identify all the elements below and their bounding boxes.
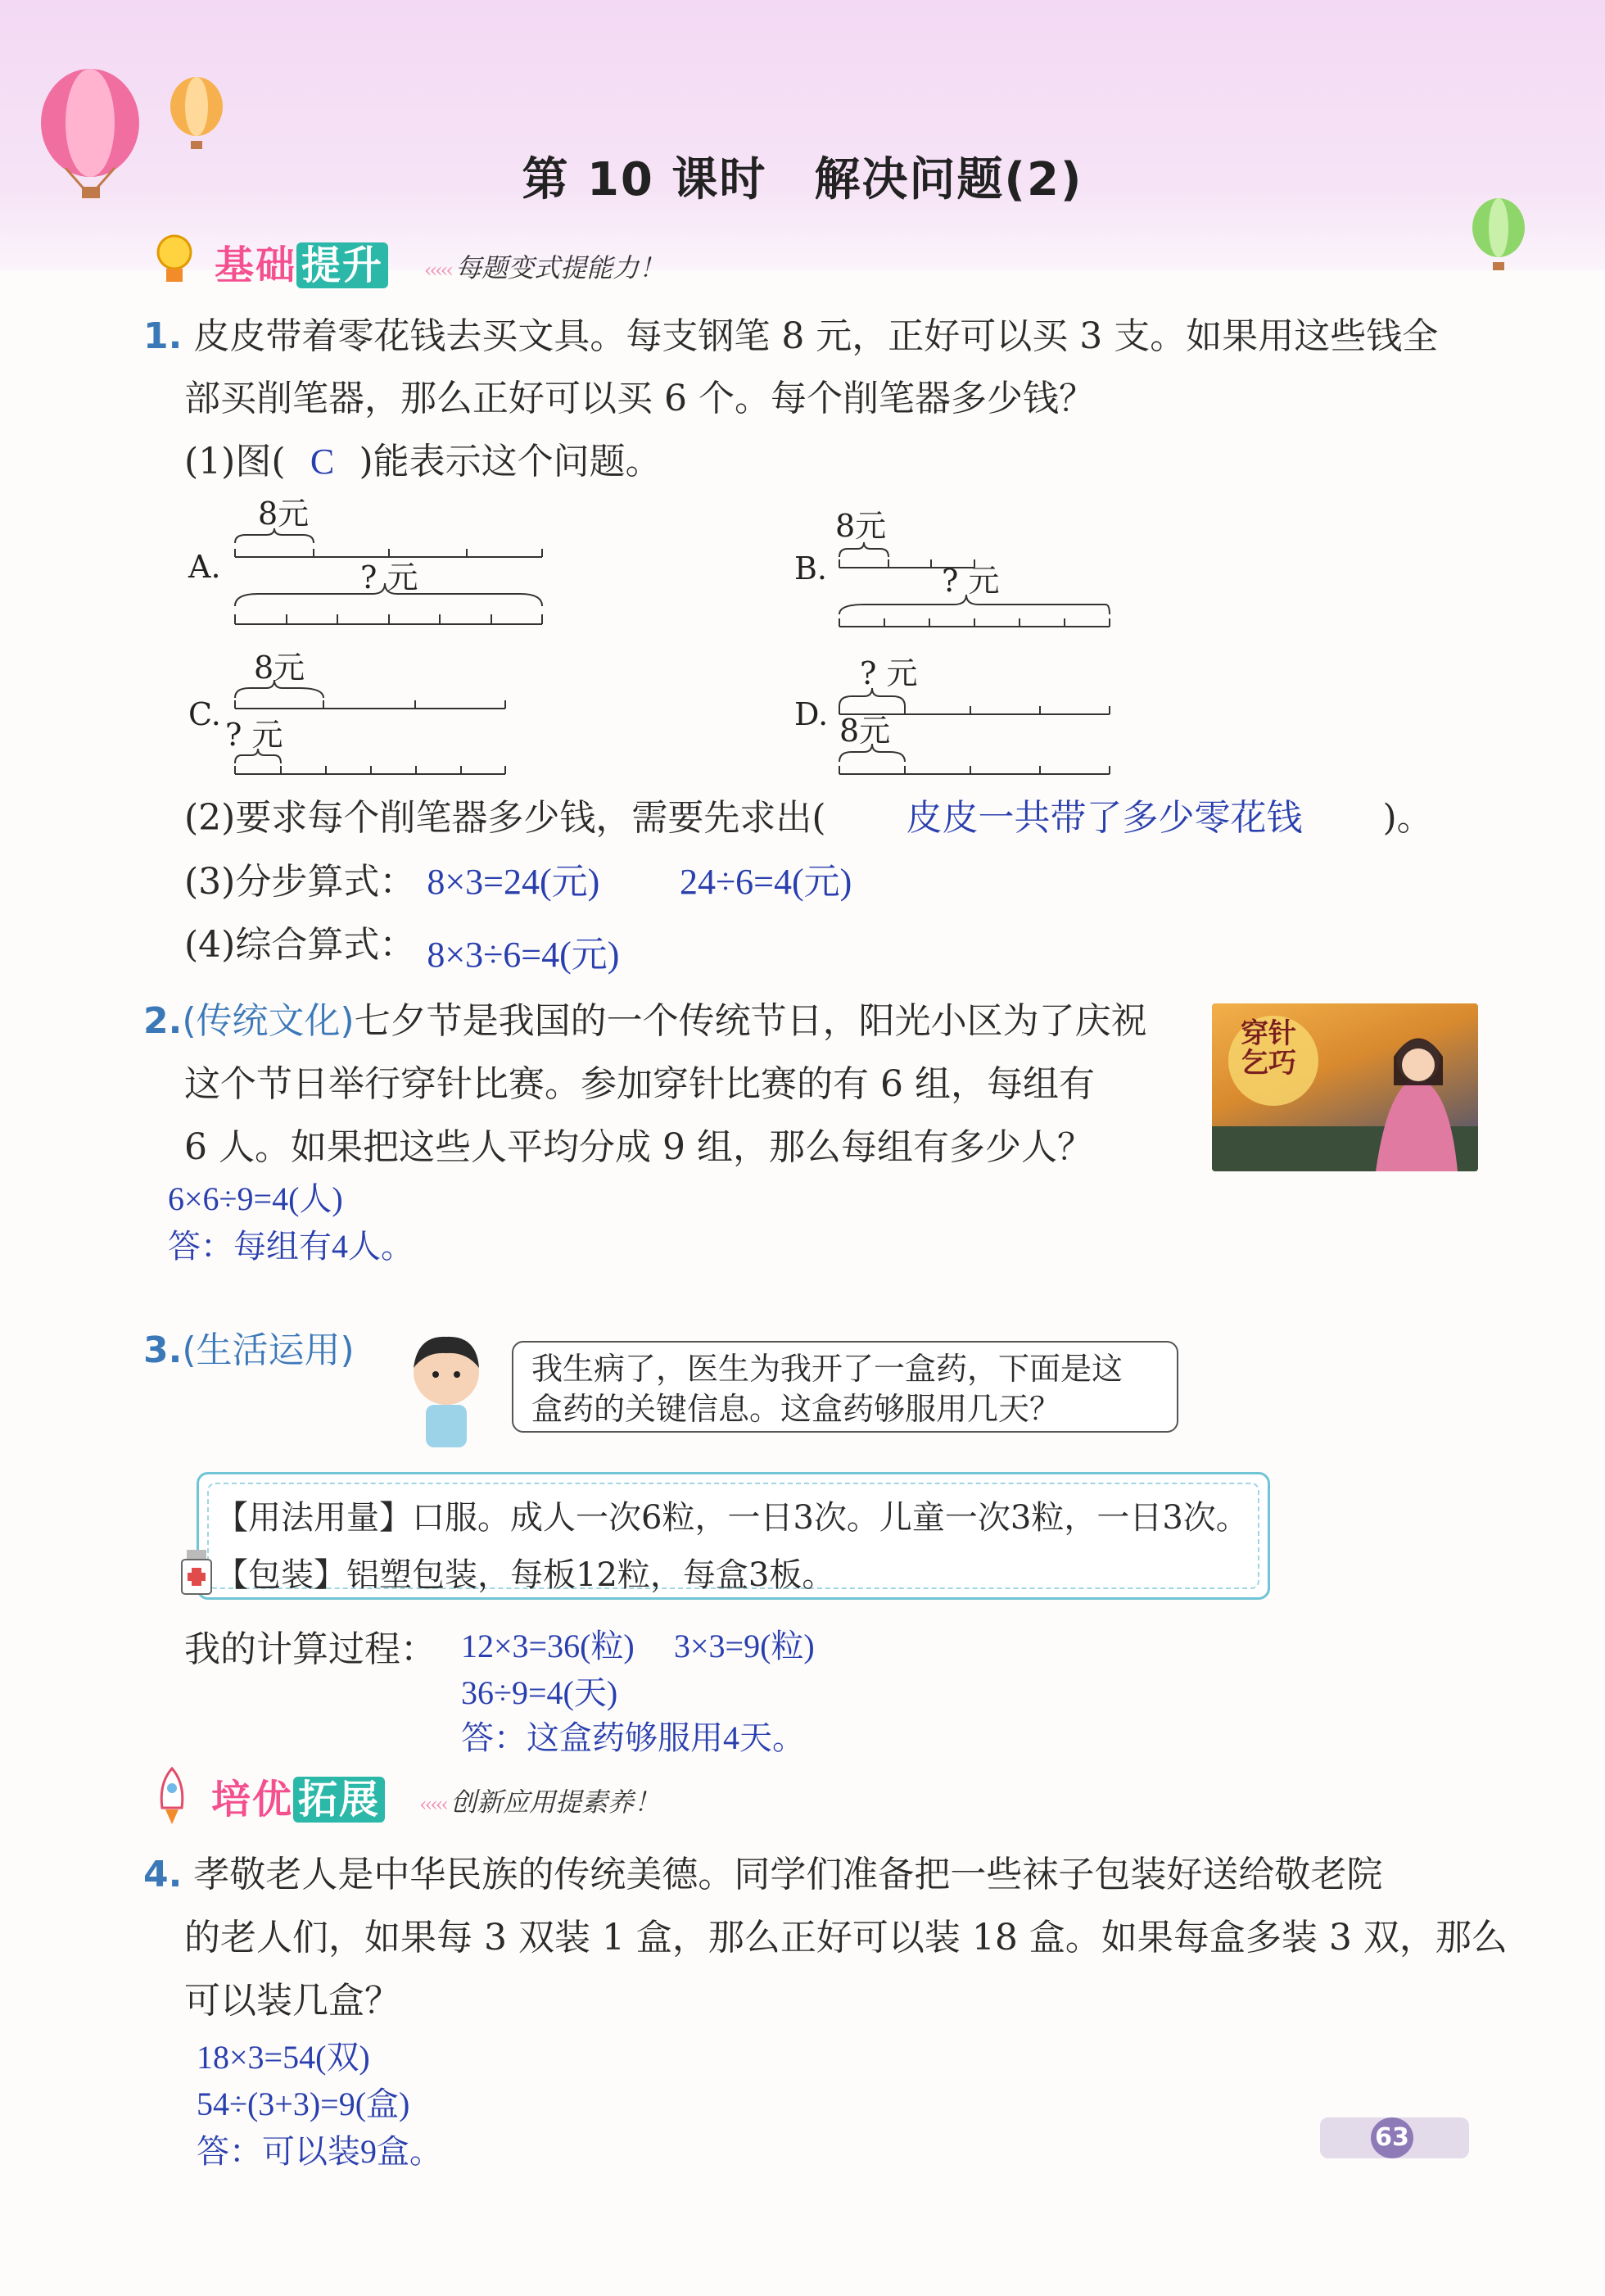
page-title: 第 10 课时 解决问题(2) <box>522 153 1083 206</box>
diagram-b-top-label: 8元 <box>835 508 887 544</box>
q4-answer-3: 答：可以装9盒。 <box>197 2133 442 2170</box>
q4-answer-2: 54÷(3+3)=9(盒) <box>197 2085 410 2122</box>
q1-sub3-answer-2: 24÷6=4(元) <box>680 862 852 902</box>
q1-sub2-answer: 皮皮一共带了多少零花钱 <box>906 798 1303 838</box>
q4-answer-1: 18×3=54(双) <box>197 2039 370 2076</box>
section-label-advanced-b: 拓展 <box>293 1777 385 1823</box>
q3-answer-2: 3×3=9(粒) <box>674 1628 815 1664</box>
hot-air-balloon-small-icon <box>1466 197 1531 279</box>
medicine-info-box <box>197 1472 1270 1600</box>
q1-text-line2: 部买削笔器，那么正好可以买 6 个。每个削笔器多少钱？ <box>184 378 1095 419</box>
lightbulb-icon <box>154 231 195 288</box>
speech-bubble-text: 我生病了，医生为我开了一盒药，下面是这 盒药的关键信息。这盒药够服用几天？ <box>531 1351 1124 1428</box>
section-label-basic-a: 基础 <box>215 242 297 288</box>
q4-text-line3: 可以装几盒？ <box>184 1980 400 2022</box>
q4-text-line2: 的老人们，如果每 3 双装 1 盒，那么正好可以装 18 盒。如果每盒多装 3 双，那么 <box>184 1917 1508 1959</box>
q2-text-line3: 6 人。如果把这些人平均分成 9 组，那么每组有多少人？ <box>184 1126 1093 1168</box>
q3-heading <box>143 1319 355 1382</box>
boy-character-icon <box>401 1327 491 1450</box>
q1-diagrams <box>184 491 1126 795</box>
diagram-a-top-label: 8元 <box>258 496 310 532</box>
q1-sub2: (2)要求每个削笔器多少钱，需要先求出( 皮皮一共带了多少零花钱 )。 <box>184 786 1494 849</box>
diagram-a-bottom-label: ? 元 <box>360 559 418 596</box>
q1-sub4: (4)综合算式： 8×3÷6=4(元) <box>184 924 620 975</box>
q3-calc-label: 我的计算过程： <box>184 1628 436 1670</box>
q1-number: 1. <box>143 315 183 357</box>
page-number: 63 <box>1371 2117 1413 2158</box>
q2-text-line1: 2.(传统文化)七夕节是我国的一个传统节日，阳光小区为了庆祝 <box>143 1000 1147 1042</box>
qixi-festival-illustration <box>1212 1003 1478 1171</box>
section-label-basic <box>215 233 388 290</box>
q3-answer-3: 36÷9=4(天) <box>461 1674 618 1711</box>
page-number-badge <box>1320 2117 1469 2158</box>
section-label-advanced-a: 培优 <box>211 1777 294 1823</box>
diagram-c-top-label: 8元 <box>254 650 305 686</box>
q4-number: 4. <box>143 1854 183 1895</box>
diagram-d-top-label: ? 元 <box>860 655 918 691</box>
diagram-d-bottom-label: 8元 <box>839 713 891 749</box>
section-slogan-basic: ‹‹‹‹‹ 每题变式提能力！ <box>424 252 666 283</box>
speech-bubble <box>512 1341 1178 1433</box>
q1-sub3-answer-1: 8×3=24(元) <box>427 862 600 902</box>
diagram-d-letter: D. <box>794 696 829 732</box>
q2-tag: (传统文化) <box>182 1000 355 1042</box>
diagram-c-letter: C. <box>188 696 221 732</box>
diagram-b-letter: B. <box>794 550 828 586</box>
medicine-bottle-icon <box>179 1548 215 1597</box>
q2-text-line2: 这个节日举行穿针比赛。参加穿针比赛的有 6 组，每组有 <box>184 1063 1095 1105</box>
rocket-icon <box>154 1765 190 1827</box>
chevrons-icon: ‹‹‹‹‹ <box>419 1793 446 1816</box>
section-slogan-advanced: ‹‹‹‹‹ 创新应用提素养！ <box>419 1787 661 1818</box>
q1-sub1-answer: C <box>310 442 335 482</box>
q1-sub4-answer: 8×3÷6=4(元) <box>427 935 620 975</box>
medicine-info-text: 【用法用量】口服。成人一次6粒，一日3次。儿童一次3粒，一日3次。 【包装】铝塑包装，每板12粒，每盒3板。 <box>215 1499 1249 1594</box>
q1-sub3: (3)分步算式： 8×3=24(元) <box>184 861 600 903</box>
q1-text: 1. 皮皮带着零花钱去买文具。每支钢笔 8 元，正好可以买 3 支。如果用这些钱全 <box>143 315 1439 357</box>
image-caption: 穿针乞巧 <box>1241 1017 1296 1080</box>
diagram-b-bottom-label: ? 元 <box>942 563 1000 599</box>
diagram-a-letter: A. <box>188 549 221 585</box>
chevrons-icon: ‹‹‹‹‹ <box>424 259 451 282</box>
diagram-c-bottom-label: ? 元 <box>225 717 283 753</box>
section-label-basic-b: 提升 <box>296 242 388 288</box>
q3-number: 3. <box>143 1329 183 1371</box>
q2-answer-1: 6×6÷9=4(人) <box>168 1180 343 1217</box>
q2-number: 2. <box>143 1000 183 1042</box>
section-label-advanced <box>211 1768 385 1824</box>
q1-sub1: (1)图( C )能表示这个问题。 <box>184 430 662 493</box>
q3-answer-4: 答：这盒药够服用4天。 <box>461 1719 805 1756</box>
q4-text-line1: 4. 孝敬老人是中华民族的传统美德。同学们准备把一些袜子包装好送给敬老院 <box>143 1854 1383 1895</box>
q2-answer-2: 答：每组有4人。 <box>168 1228 414 1265</box>
q3-answer-1: 12×3=36(粒) <box>461 1628 635 1664</box>
q3-tag: (生活运用) <box>182 1329 355 1371</box>
